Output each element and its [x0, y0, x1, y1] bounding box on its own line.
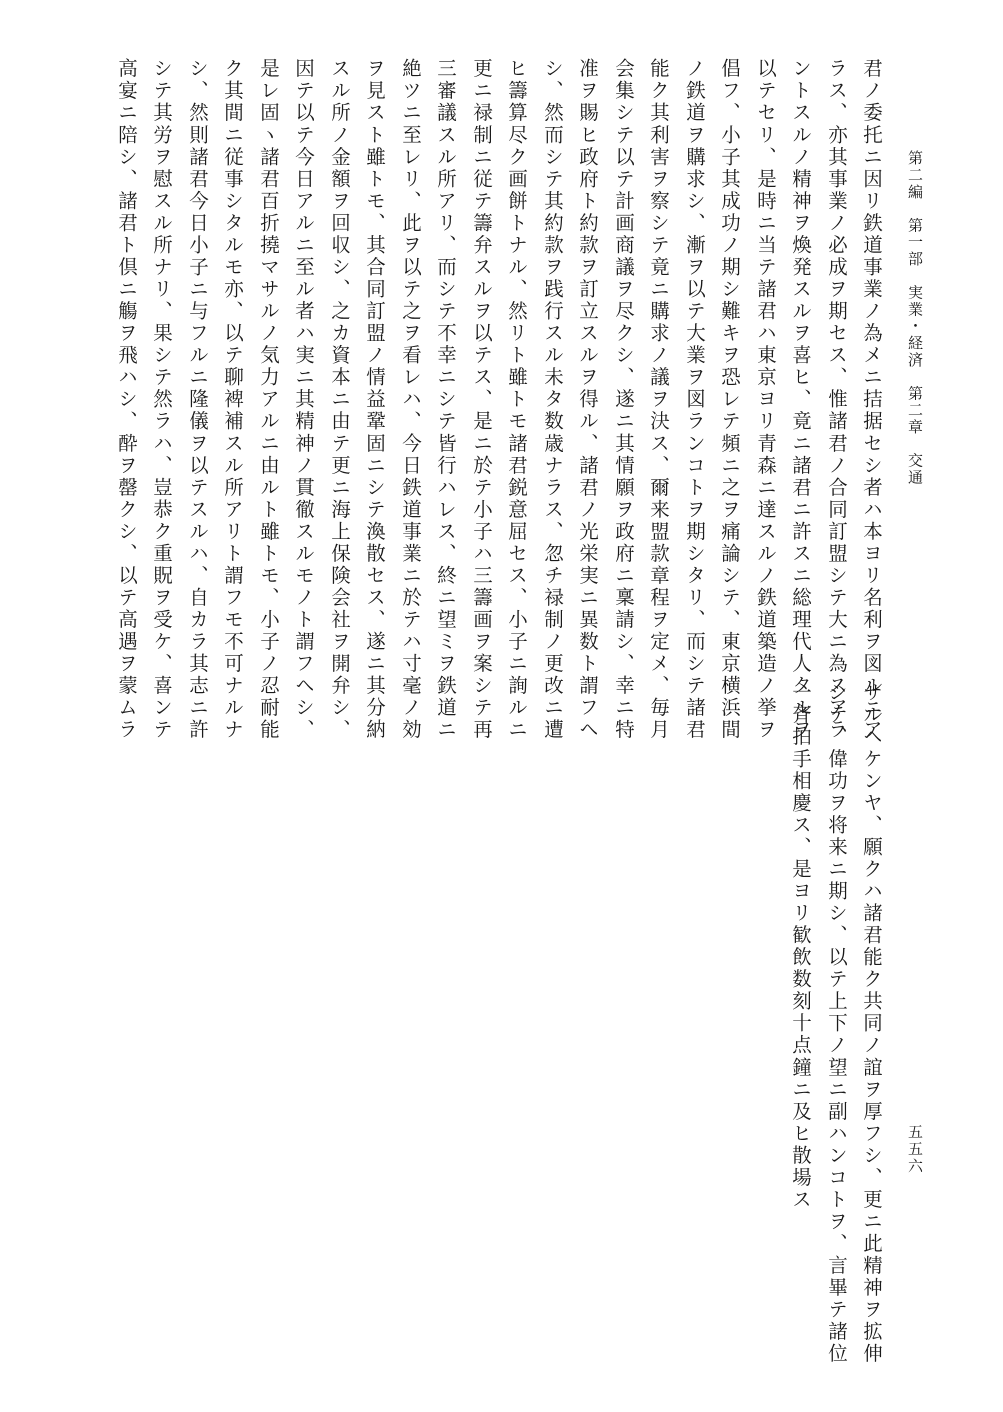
text-column: 君ノ委托ニ因リ鉄道事業ノ為メニ拮据セシ者ハ本ヨリ名利ヲ図ルニア	[860, 58, 883, 742]
text-column: 会集シテ以テ計画商議ヲ尽クシ、遂ニ其情願ヲ政府ニ稟請シ、幸ニ特	[612, 58, 635, 742]
text-column: 三審議スル所アリ、而シテ不幸ニシテ皆行ハレス、終ニ望ミヲ鉄道ニ	[434, 58, 457, 742]
text-column: シテ、偉功ヲ将来ニ期シ、以テ上下ノ望ニ副ハンコトヲ、言畢テ諸位	[825, 682, 848, 1366]
running-header: 第二編 第一部 実業・経済 第二章 交通	[906, 150, 924, 486]
text-column: シ、然則諸君今日小子ニ与フルニ隆儀ヲ以テスルハ、自カラ其志ニ許	[186, 58, 209, 742]
text-column: シ、然而シテ其約款ヲ践行スル未タ数歳ナラス、忽チ禄制ノ更改ニ遭	[541, 58, 564, 742]
text-column: 更ニ禄制ニ従テ籌弁スルヲ以テス、是ニ於テ小子ハ三籌画ヲ案シテ再	[470, 58, 493, 742]
text-column: 倡フ、小子其成功ノ期シ難キヲ恐レテ頻ニ之ヲ痛論シテ、東京横浜間	[718, 58, 741, 742]
text-column: ラス、亦其事業ノ必成ヲ期セス、惟諸君ノ合同訂盟シテ大ニ為スアラ	[825, 58, 848, 742]
text-column: 因テ以テ今日アルニ至ル者ハ実ニ其精神ノ貫徹スルモノト謂フヘシ、	[292, 58, 315, 742]
text-column: 能ク其利害ヲ察シテ竟ニ購求ノ議ヲ決ス、爾来盟款章程ヲ定メ、毎月	[647, 58, 670, 742]
text-column: シテ其労ヲ慰スル所ナリ、果シテ然ラハ、豈恭ク重貺ヲ受ケ、喜ンテ	[150, 58, 173, 742]
text-column: 以テセリ、是時ニ当テ諸君ハ東京ヨリ青森ニ達スルノ鉄道築造ノ挙ヲ	[754, 58, 777, 742]
text-column: ントスルノ精神ヲ煥発スルヲ喜ヒ、竟ニ諸君ニ許スニ総理代人タルヲ	[789, 58, 812, 742]
text-column: 是レ固ヽ諸君百折撓マサルノ気力アルニ由ルト雖トモ、小子ノ忍耐能	[257, 58, 280, 742]
text-column: ヒ籌算尽ク画餅トナル、然リト雖トモ諸君鋭意屈セス、小子ニ詢ルニ	[505, 58, 528, 742]
text-column: スル所ノ金額ヲ回収シ、之カ資本ニ由テ更ニ海上保険会社ヲ開弁シ、	[328, 58, 351, 742]
text-column: ヲ見スト雖トモ、其合同訂盟ノ情益鞏固ニシテ渙散セス、遂ニ其分納	[363, 58, 386, 742]
page-number: 五五六	[906, 1124, 924, 1175]
text-column: 一斉拍手相慶ス、是ヨリ歓飲数刻十点鐘ニ及ヒ散場ス	[789, 682, 812, 1211]
text-column: サルヘケンヤ、願クハ諸君能ク共同ノ誼ヲ厚フシ、更ニ此精神ヲ拡伸	[860, 682, 883, 1366]
text-column: 絶ツニ至レリ、此ヲ以テ之ヲ看レハ、今日鉄道事業ニ於テハ寸毫ノ効	[399, 58, 422, 742]
text-column: ノ鉄道ヲ購求シ、漸ヲ以テ大業ヲ図ランコトヲ期シタリ、而シテ諸君	[683, 58, 706, 742]
text-column: 准ヲ賜ヒ政府ト約款ヲ訂立スルヲ得ル、諸君ノ光栄実ニ異数ト謂フヘ	[576, 58, 599, 742]
text-column: 高宴ニ陪シ、諸君ト倶ニ觴ヲ飛ハシ、酔ヲ罄クシ、以テ高遇ヲ蒙ムラ	[115, 58, 138, 742]
text-column: ク其間ニ従事シタルモ亦、以テ聊裨補スル所アリト謂フモ不可ナルナ	[221, 58, 244, 742]
